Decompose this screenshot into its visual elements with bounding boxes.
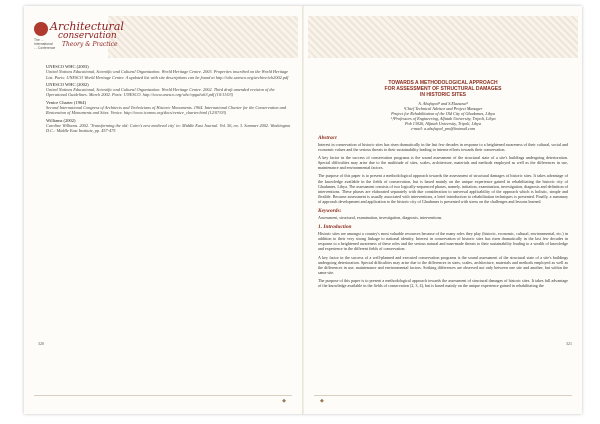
emblem-icon bbox=[34, 22, 48, 36]
affiliation-line: ¹,²Professors of Engineering, Alfatah University, Tripoli, Libya bbox=[390, 116, 496, 121]
reference-body: United Nations Educational, Scientific and Cultural Organization. World Heritage Centre. 2003. Properties inscribed on the World Heritage List. Paris: UNESCO World Heritage Centre. A updated list with site descriptions can be found at http://whc.unesco.org/archive/wh2002.pdf bbox=[46, 69, 289, 80]
page-number-right: 321 bbox=[566, 341, 572, 346]
reference-body: Second International Congress of Architects and Technicians of Historic Monuments. 1964. International Charter for the Conservation and Restoration of Monuments and Sites. Venice. http://www.icomos.org/docs/venice_charter.html (12/07/03) bbox=[46, 105, 287, 116]
reference-title: Williams (2002) bbox=[46, 117, 76, 123]
author-block bbox=[318, 101, 568, 131]
affiliation-line: Pob 13026, Alfatah University, Tripoli, Libya bbox=[405, 121, 481, 126]
footer-band bbox=[314, 395, 572, 406]
right-page bbox=[304, 6, 582, 414]
paper-title-line: TOWARDS A METHODOLOGICAL APPROACH bbox=[388, 80, 498, 86]
header-band bbox=[308, 16, 578, 58]
logo-small-text: The ... International ... Conference bbox=[34, 38, 56, 50]
ornament-icon: ◆ bbox=[282, 399, 286, 404]
affiliation-line: Project for Rehabilitation of the Old City of Ghadames, Libya bbox=[391, 111, 495, 116]
reference-title: UNESCO WHC (2003) bbox=[46, 64, 89, 69]
logo-line-theory: Theory & Practice bbox=[62, 41, 118, 48]
reference-item bbox=[46, 100, 291, 116]
conference-logo bbox=[34, 20, 124, 58]
abstract-heading: Abstract bbox=[318, 135, 337, 141]
logo-line-conservation: conservation bbox=[58, 31, 117, 41]
paper-body bbox=[318, 80, 568, 291]
reference-item bbox=[46, 82, 291, 98]
book-spread bbox=[24, 6, 582, 414]
keywords-text: Assessment, structural, examination, investigation, diagnosis, interventions. bbox=[318, 215, 443, 221]
reference-body: United Nations Educational, Scientific and Cultural Organization. World Heritage Centre. 2002. Third draft amended revision of the Operational Guidelines. March 2002. Paris: UNESCO. http://www.unesco.org/whc/opgulwh3.pdf (10/11/03) bbox=[46, 87, 275, 98]
reference-title: UNESCO WHC (2002) bbox=[46, 81, 89, 87]
page-number-left: 320 bbox=[38, 341, 44, 346]
abstract-paragraph: Interest in conservation of historic sites has risen dramatically in the last few decades in response to a heightened awareness of their cultural, social and economic values and the serious threats to their sustainability leading to intense efforts towards their conservation. bbox=[318, 142, 568, 153]
introduction-heading: 1. Introduction bbox=[318, 224, 352, 231]
paper-title bbox=[318, 80, 568, 98]
paper-title-line: IN HISTORIC SITES bbox=[419, 92, 467, 98]
left-page bbox=[24, 6, 302, 414]
footer-band bbox=[34, 395, 292, 406]
reference-item bbox=[46, 118, 291, 134]
logo-line-architectural: Architectural bbox=[50, 20, 124, 33]
reference-body: Caroline Williams. 2002. 'Transforming the old: Cairo's new medieval city' in: Middle East Journal. Vol. 56, no. 3. Summer 2002. Washington D.C.: Middle East Institute, pp. 457-475 bbox=[46, 122, 291, 134]
ornament-icon: ◆ bbox=[320, 399, 324, 404]
reference-item bbox=[46, 64, 291, 80]
paper-title-line: FOR ASSESSMENT OF STRUCTURAL DAMAGES bbox=[384, 86, 502, 92]
affiliation-line: ¹Chief Technical Advisor and Project Manager bbox=[403, 106, 483, 111]
reference-title: Venice Charter (1964) bbox=[46, 99, 86, 105]
header-band bbox=[108, 16, 298, 58]
abstract-paragraph: The purpose of this paper is to present a methodological approach towards the assessment of structural damages of historic sites. It takes advantage of the knowledge available in the fields of conservation, but is based mainly on the unique experience gained in rehabilitating the historic city of Ghadames, Libya. The assessment consists of two logically-sequenced phases, namely, initiation, examination, investigation, diagnosis and definition of interventions. These phases are elaborated separately with due consideration to universal applicability of the approach which is holistic, simple and flexible. Because assessment is usually associated with interventions, a brief introduction to rehabilitation techniques is presented. Finally, a summary of approach development and application to the historic city of Ghadames is presented with stress on the challenges and lessons learned. bbox=[318, 173, 568, 204]
introduction-paragraph: A key factor in the success of a well-planned and executed conservation programs is the sound assessment of the structural state of a site's buildings undergoing deterioration. Special difficulties may arise due to the differences in sizes, scales, architecture, materials and methods employed as well as the differences in use, maintenance and environmental factors. Striking differences are observed not only between one site and another, but within the same site. bbox=[318, 254, 568, 275]
keywords-heading: Keywords: bbox=[318, 208, 342, 215]
author-email: e-mail: a.abufayed_pro@hotmail.com bbox=[410, 126, 476, 131]
author-names: A. Abufayed¹ and S.Elazzawi² bbox=[418, 101, 468, 106]
references-list bbox=[46, 64, 291, 136]
introduction-paragraph: The purpose of this paper is to present a methodological approach towards the assessment of structural damages of historic sites. It takes full advantage of the knowledge available in the fields of conservation (2, 3, 4), but is based mainly on the unique experience gained in rehabilitating the bbox=[318, 277, 568, 288]
abstract-paragraph: A key factor in the success of conservation programs is the sound assessment of the structural state of a site's buildings undergoing deterioration. Special difficulties may arise due to the multitude of sites, scales, architecture, materials and methods employed as well as the differences in use, maintenance and environmental factors. bbox=[318, 155, 568, 171]
introduction-paragraph: Historic sites are amongst a country's most valuable resources because of the many roles they play (historic, economic, cultural, environmental, etc.) in addition to their very strong linkage to national identity. Interest in conservation of historic sites has risen dramatically in the last few decades in response to a heightened awareness of these roles and the serious natural and man-made threats to their sustainability leading to a wealth of knowledge and experience in the different fields of conservation. bbox=[318, 231, 568, 252]
